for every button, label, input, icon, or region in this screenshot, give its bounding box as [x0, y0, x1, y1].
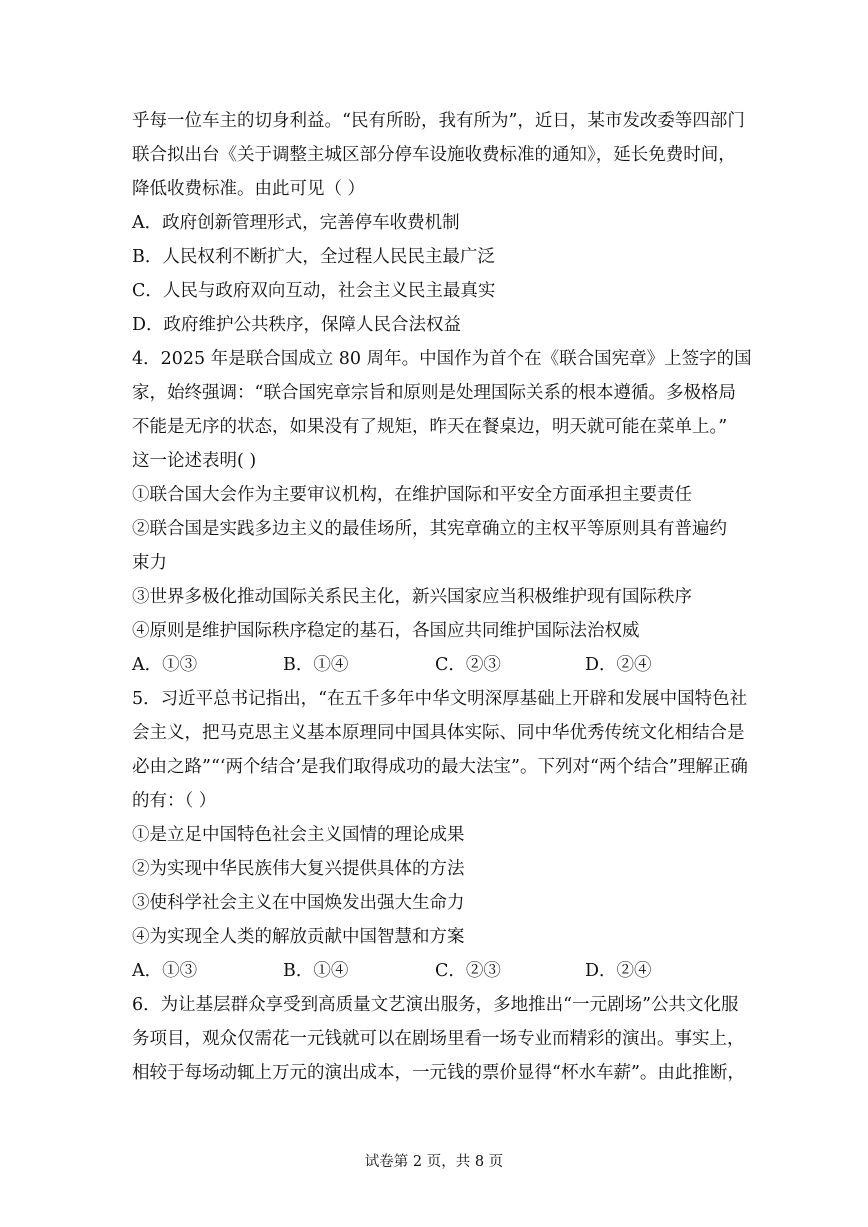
question-text-line: 4．2025 年是联合国成立 80 周年。中国作为首个在《联合国宪章》上签字的国 — [132, 349, 752, 369]
exam-content — [132, 104, 752, 1090]
statement-2: ②为实现中华民族伟大复兴提供具体的方法 — [132, 859, 465, 879]
question-3-tail — [132, 104, 752, 342]
statement-1: ①联合国大会作为主要审议机构，在维护国际和平安全方面承担主要责任 — [132, 485, 692, 505]
page-footer: 试卷第 2 页，共 8 页 — [364, 1154, 504, 1170]
question-text-line: 的有：（ ） — [132, 791, 217, 811]
statement-4: ④原则是维护国际秩序稳定的基石，各国应共同维护国际法治权威 — [132, 621, 640, 641]
statement-3: ③世界多极化推动国际关系民主化，新兴国家应当积极维护现有国际秩序 — [132, 587, 692, 607]
question-6 — [132, 988, 752, 1090]
option-d: D．②④ — [585, 961, 652, 981]
question-text-line: 会主义，把马克思主义基本原理同中国具体实际、同中华优秀传统文化相结合是 — [132, 723, 745, 743]
question-text-line: 家，始终强调：“联合国宪章宗旨和原则是处理国际关系的根本遵循。多极格局 — [132, 383, 736, 403]
option-a: A．①③ — [132, 961, 198, 981]
statement-2: ②联合国是实践多边主义的最佳场所，其宪章确立的主权平等原则具有普遍约 — [132, 519, 727, 539]
question-5 — [132, 682, 752, 988]
question-text-line: 相较于每场动辄上万元的演出成本，一元钱的票价显得“杯水车薪”。由此推断， — [132, 1063, 745, 1083]
question-text-line: 5．习近平总书记指出，“在五千多年中华文明深厚基础上开辟和发展中国特色社 — [132, 689, 748, 709]
statement-3: ③使科学社会主义在中国焕发出强大生命力 — [132, 893, 465, 913]
option-d: D．②④ — [585, 655, 652, 675]
question-text-line: 不能是无序的状态，如果没有了规矩，昨天在餐桌边，明天就可能在菜单上。” — [132, 417, 728, 437]
option-b: B．①④ — [283, 655, 349, 675]
question-text-line: 降低收费标准。由此可见（ ） — [132, 179, 366, 199]
question-4 — [132, 342, 752, 682]
option-b: B．人民权利不断扩大，全过程人民民主最广泛 — [132, 247, 495, 267]
question-text-line: 联合拟出台《关于调整主城区部分停车设施收费标准的通知》，延长免费时间， — [132, 145, 736, 165]
question-text-line: 这一论述表明( ) — [132, 451, 257, 471]
option-c: C．②③ — [435, 961, 501, 981]
option-a: A．政府创新管理形式，完善停车收费机制 — [132, 213, 460, 233]
question-text-line: 6．为让基层群众享受到高质量文艺演出服务，多地推出“一元剧场”公共文化服 — [132, 995, 739, 1015]
question-text-line: 必由之路”“‘两个结合’是我们取得成功的最大法宝”。下列对“两个结合”理解正确 — [132, 757, 748, 777]
answer-options — [132, 954, 752, 988]
answer-options — [132, 648, 752, 682]
statement-2-cont: 束力 — [132, 553, 167, 573]
option-c: C．②③ — [435, 655, 501, 675]
option-a: A．①③ — [132, 655, 198, 675]
statement-1: ①是立足中国特色社会主义国情的理论成果 — [132, 825, 465, 845]
question-text-line: 乎每一位车主的切身利益。“民有所盼，我有所为”，近日，某市发改委等四部门 — [132, 111, 745, 131]
option-b: B．①④ — [283, 961, 349, 981]
option-d: D．政府维护公共秩序，保障人民合法权益 — [132, 315, 462, 335]
option-c: C．人民与政府双向互动，社会主义民主最真实 — [132, 281, 496, 301]
question-text-line: 务项目，观众仅需花一元钱就可以在剧场里看一场专业而精彩的演出。事实上， — [132, 1029, 745, 1049]
statement-4: ④为实现全人类的解放贡献中国智慧和方案 — [132, 927, 465, 947]
